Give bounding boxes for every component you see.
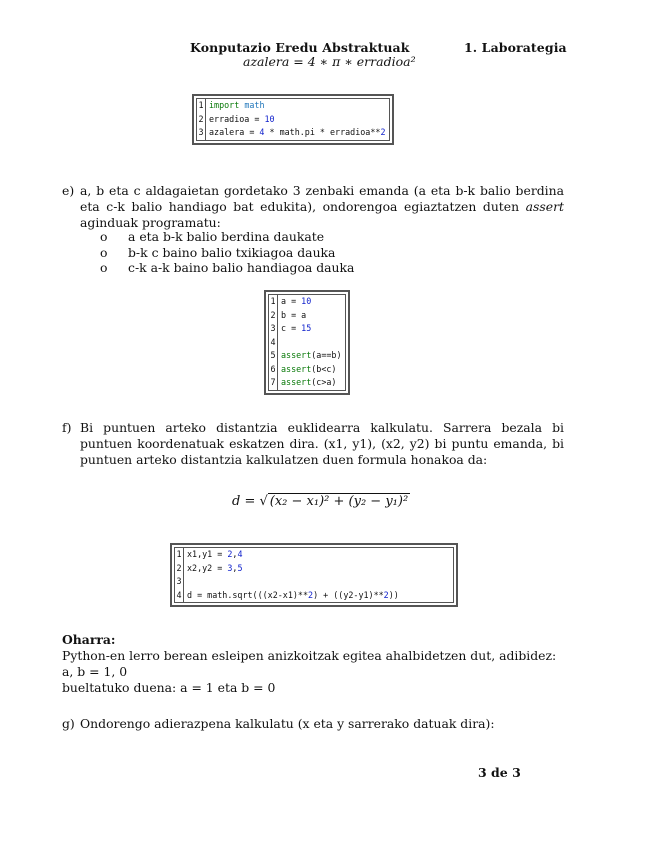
area-formula: azalera = 4 ∗ π ∗ erradioa² — [243, 54, 416, 69]
note-line-3: bueltatuko duena: a = 1 eta b = 0 — [62, 680, 276, 695]
note-line-2: a, b = 1, 0 — [62, 664, 128, 679]
page-number: 3 de 3 — [478, 765, 521, 780]
line-numbers: 1 2 3 — [197, 99, 206, 141]
exercise-e-label: e) — [62, 183, 75, 198]
exercise-e — [62, 183, 564, 231]
code-block-area — [192, 94, 394, 145]
note-title: Oharra: — [62, 632, 116, 647]
note-block — [62, 632, 556, 696]
list-item: o a eta b-k balio berdina daukate — [100, 229, 325, 244]
exercise-f-text: Bi puntuen arteko distantzia euklidearra kalkulatu. Sarrera bezala bi puntuen koordenatuak eskatzen dira. (x1, y1), (x2, y2) bi puntu emanda, bi puntuen arteko distantzia kalkulatzen duen formula honakoa da: — [80, 420, 564, 467]
exercise-f-label: f) — [62, 420, 72, 435]
code-source: x1,y1 = 2,4 x2,y2 = 3,5 d = math.sqrt(((x2-x1)**2) + ((y2-y1)**2)) — [184, 548, 454, 603]
exercise-g-label: g) — [62, 716, 75, 731]
note-line-1: Python-en lerro berean esleipen anizkoitzak egitea ahalbidetzen dut, adibidez: — [62, 648, 557, 663]
exercise-f — [62, 420, 564, 468]
lab-title: 1. Laborategia — [463, 40, 567, 55]
line-numbers: 1 2 3 4 5 6 7 — [269, 295, 278, 391]
exercise-g-text: Ondorengo adierazpena kalkulatu (x eta y sarrerako datuak dira): — [80, 716, 495, 731]
distance-formula: d = √ (x₂ − x₁)² + (y₂ − y₁)² — [232, 494, 409, 509]
code-source: a = 10 b = a c = 15 assert(a==b) assert(b<c) assert(c>a) — [278, 295, 346, 391]
exercise-e-list — [100, 229, 354, 276]
course-title: Konputazio Eredu Abstraktuak — [190, 40, 410, 55]
exercise-g — [62, 716, 564, 732]
code-block-assert — [264, 290, 350, 395]
page-header — [190, 40, 567, 55]
code-block-distance — [170, 543, 458, 607]
code-source: import math erradioa = 10 azalera = 4 * math.pi * erradioa**2 — [206, 99, 390, 141]
list-item: o c-k a-k baino balio handiagoa dauka — [100, 260, 355, 275]
list-item: o b-k c baino balio txikiagoa dauka — [100, 244, 336, 260]
line-numbers: 1 2 3 4 — [175, 548, 184, 603]
exercise-e-text: a, b eta c aldagaietan gordetako 3 zenbaki emanda (a eta b-k balio berdina eta c-k balio handiago bat edukita), ondorengoa egiaztatzen duten assert aginduak programatu: — [80, 183, 564, 230]
